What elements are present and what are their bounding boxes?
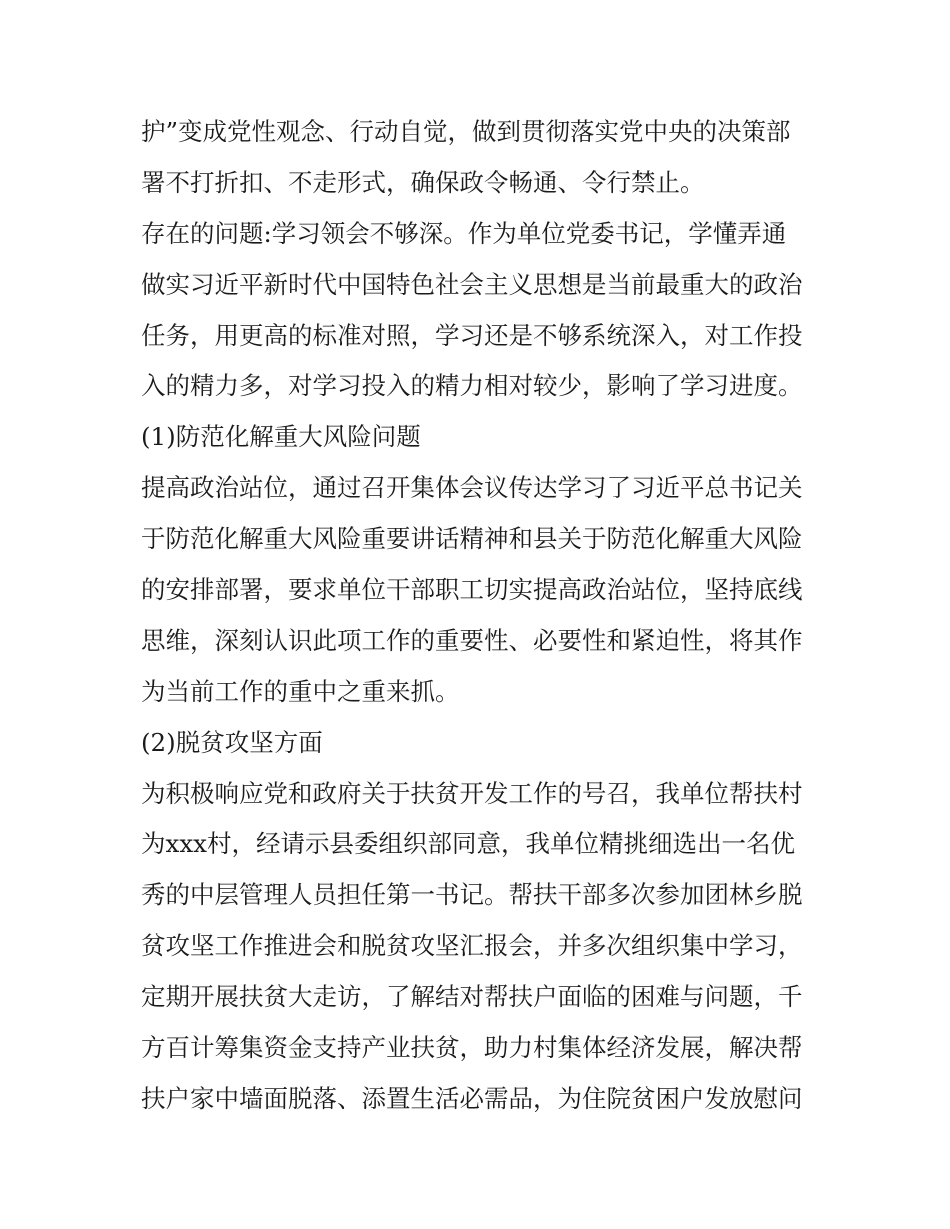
text-line-15: 为xxx村，经请示县委组织部同意，我单位精挑细选出一名优 [141, 829, 795, 859]
text-line-14: 为积极响应党和政府关于扶贫开发工作的号召，我单位帮扶村 [141, 778, 803, 808]
text-line-18: 定期开展扶贫大走访，了解结对帮扶户面临的困难与问题，千 [141, 982, 803, 1012]
text-line-16: 秀的中层管理人员担任第一书记。帮扶干部多次参加团林乡脱 [141, 880, 803, 910]
section-heading-1: (1)防范化解重大风险问题 [141, 422, 421, 452]
section-heading-2: (2)脱贫攻坚方面 [141, 727, 323, 757]
text-line-3: 存在的问题:学习领会不够深。作为单位党委书记，学懂弄通 [141, 218, 787, 248]
document-body [141, 107, 821, 1125]
text-line-2: 署不打折扣、不走形式，确保政令畅通、令行禁止。 [141, 167, 705, 197]
text-line-1: 护”变成党性观念、行动自觉，做到贯彻落实党中央的决策部 [141, 117, 791, 146]
text-line-11: 思维，深刻认识此项工作的重要性、必要性和紧迫性，将其作 [141, 625, 803, 655]
text-line-12: 为当前工作的重中之重来抓。 [141, 676, 460, 706]
text-line-17: 贫攻坚工作推进会和脱贫攻坚汇报会，并多次组织集中学习， [141, 931, 803, 961]
text-line-6: 入的精力多，对学习投入的精力相对较少，影响了学习进度。 [141, 371, 803, 401]
text-line-4: 做实习近平新时代中国特色社会主义思想是当前最重大的政治 [141, 269, 803, 299]
text-line-8: 提高政治站位，通过召开集体会议传达学习了习近平总书记关 [141, 473, 803, 503]
text-line-19: 方百计筹集资金支持产业扶贫，助力村集体经济发展，解决帮 [141, 1033, 803, 1063]
text-line-5: 任务，用更高的标准对照，学习还是不够系统深入，对工作投 [141, 320, 803, 350]
text-line-10: 的安排部署，要求单位干部职工切实提高政治站位，坚持底线 [141, 575, 803, 605]
text-line-9: 于防范化解重大风险重要讲话精神和县关于防范化解重大风险 [141, 524, 803, 554]
text-line-20: 扶户家中墙面脱落、添置生活必需品，为住院贫困户发放慰问 [141, 1083, 803, 1113]
